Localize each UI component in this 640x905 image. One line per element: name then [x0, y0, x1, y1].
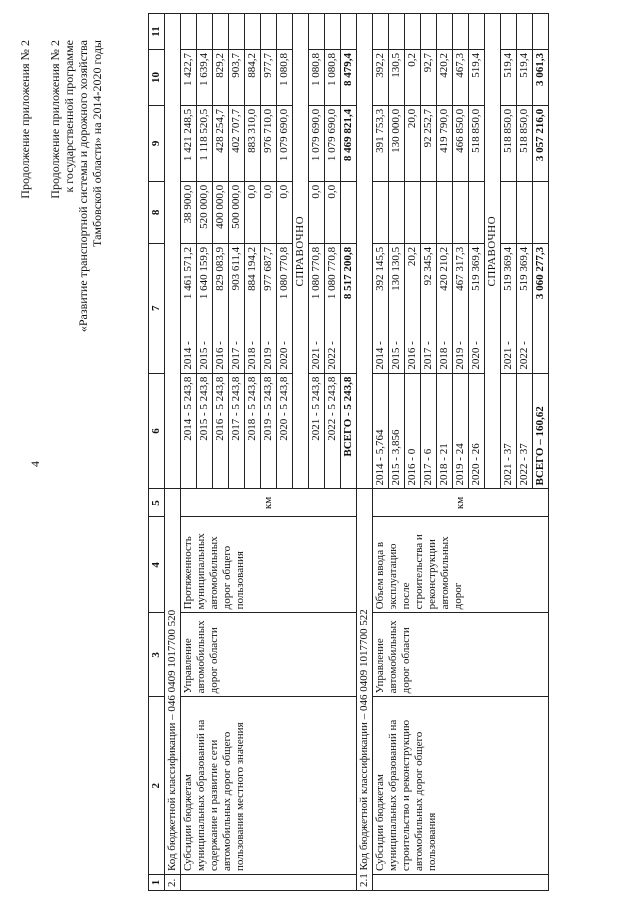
section-2-unit: км [373, 489, 549, 517]
s2-c9: 518 850,0 [469, 105, 485, 181]
s1-c7 [213, 243, 229, 373]
s2-ref-c7 [501, 243, 517, 373]
section-1-code: Код бюджетной классификации – 046 0409 1017700 520 [165, 489, 181, 875]
s1-c9: 883 310,0 [245, 105, 261, 181]
s2-c7-value: 467 317,3 [454, 246, 466, 291]
s2-c9: 20,0 [405, 105, 421, 181]
s2-c7-year: 2016 - [406, 341, 418, 370]
s1-c10: 977,7 [261, 49, 277, 105]
s1-c7-year: 2020 - [278, 341, 290, 370]
s2-c10: 392,2 [373, 49, 389, 105]
s1-c8: 520 000,0 [197, 181, 213, 243]
col-num-11: 11 [149, 14, 165, 50]
s1-ref-c7-year: 2022 - [326, 341, 338, 370]
s2-total-c6: ВСЕГО – 160,62 [533, 373, 549, 489]
s2-c8 [421, 181, 437, 243]
s2-c7-year: 2015 - [390, 341, 402, 370]
s2-c7-value: 420 210,2 [438, 246, 450, 291]
s1-c8: 38 900,0 [181, 181, 197, 243]
section-2-code-cell [357, 489, 373, 891]
s1-ref-c7 [325, 243, 341, 373]
s1-c7 [277, 243, 293, 373]
page-number: 4 [28, 461, 42, 467]
col-num-5: 5 [149, 489, 165, 517]
s2-c7-year: 2018 - [438, 341, 450, 370]
s2-c7-year: 2020 - [470, 341, 482, 370]
s1-c7-value: 903 611,4 [230, 246, 242, 291]
s1-c10: 1 080,8 [277, 49, 293, 105]
s1-c10: 884,2 [245, 49, 261, 105]
section-1-indicator: Протяженность муниципальных автомобильных дорог общего пользования [181, 517, 357, 613]
s2-c7-value: 20,2 [406, 246, 418, 267]
s1-c7 [181, 243, 197, 373]
s2-c7 [469, 243, 485, 373]
s2-c10: 420,2 [437, 49, 453, 105]
s1-c7 [229, 243, 245, 373]
s1-ref-c6: 2022 - 5 243,8 [325, 373, 341, 489]
s2-c7-year: 2017 - [422, 341, 434, 370]
s1-c7-year: 2014 - [182, 341, 194, 370]
s2-ref-c6: 2022 - 37 [517, 373, 533, 489]
s1-c7 [245, 243, 261, 373]
s1-c8: 400 000,0 [213, 181, 229, 243]
section-1-executor: Управление автомобильных дорог области [181, 613, 357, 697]
s1-c7-year: 2016 - [214, 341, 226, 370]
s1-c7-year: 2018 - [246, 341, 258, 370]
s2-total-c8 [533, 181, 549, 243]
s1-ref-c9: 1 079 690,0 [309, 105, 325, 181]
s2-c9: 92 252,7 [421, 105, 437, 181]
s1-c6: 2017 - 5 243,8 [229, 373, 245, 489]
s2-ref-c8 [517, 181, 533, 243]
s2-ref-c7 [517, 243, 533, 373]
s1-c7-value: 977 687,7 [262, 246, 274, 291]
s1-c6: 2014 - 5 243,8 [181, 373, 197, 489]
s2-ref-c10: 519,4 [517, 49, 533, 105]
section-2-code-row [357, 14, 373, 891]
col-num-8: 8 [149, 181, 165, 243]
s1-c8: 500 000,0 [229, 181, 245, 243]
s2-c7-value: 92 345,4 [422, 246, 434, 286]
s2-ref-c10: 519,4 [501, 49, 517, 105]
s1-c10: 1 422,7 [181, 49, 197, 105]
s2-c8 [389, 181, 405, 243]
s2-ref-c9: 518 850,0 [517, 105, 533, 181]
s1-c7-year: 2015 - [198, 341, 210, 370]
s2-c8 [373, 181, 389, 243]
s1-c8: 0,0 [245, 181, 261, 243]
s1-total-c7: 8 517 200,8 [341, 243, 357, 373]
section-1-name: Субсидии бюджетам муниципальных образований на содержание и развитие сети автомобильных дорог общего пользования местного значения [181, 697, 357, 875]
col-num-1: 1 [149, 875, 165, 891]
s2-c6: 2020 - 26 [469, 373, 485, 489]
s1-c7-year: 2017 - [230, 341, 242, 370]
s1-ref-c10: 1 080,8 [325, 49, 341, 105]
s2-c7-year: 2014 - [374, 341, 386, 370]
section-1-unit: км [181, 489, 357, 517]
section-2-name: Субсидии бюджетам муниципальных образований на строительство и реконструкцию автомобильных дорог общего пользования [373, 697, 549, 875]
header-line-2: к государственной программе [62, 40, 76, 193]
section-1-number: 2. [165, 875, 181, 891]
col-num-3: 3 [149, 613, 165, 697]
s1-c8: 0,0 [277, 181, 293, 243]
s2-ref-c7-year: 2021 - [502, 341, 514, 370]
s1-c9: 402 707,7 [229, 105, 245, 181]
s1-c8: 0,0 [261, 181, 277, 243]
s1-c6: 2019 - 5 243,8 [261, 373, 277, 489]
appendix-header [48, 40, 104, 332]
s1-ref-c7-value: 1 080 770,8 [310, 246, 322, 300]
s2-c7 [373, 243, 389, 373]
s1-ref-c9: 1 079 690,0 [325, 105, 341, 181]
s2-c10: 0,2 [405, 49, 421, 105]
s1-c9: 1 079 690,0 [277, 105, 293, 181]
s2-c7 [405, 243, 421, 373]
s1-c6: 2015 - 5 243,8 [197, 373, 213, 489]
program-table [148, 13, 549, 891]
s1-ref-c10: 1 080,8 [309, 49, 325, 105]
s2-c6: 2018 - 21 [437, 373, 453, 489]
section-2-reference-label: СПРАВОЧНО [485, 14, 501, 489]
s2-c9: 130 000,0 [389, 105, 405, 181]
s2-ref-c6: 2021 - 37 [501, 373, 517, 489]
col-num-2: 2 [149, 697, 165, 875]
col-num-10: 10 [149, 49, 165, 105]
s2-total-c10: 3 061,3 [533, 49, 549, 105]
s2-c6: 2014 - 5,764 [373, 373, 389, 489]
s2-c9: 466 850,0 [453, 105, 469, 181]
col-num-7: 7 [149, 243, 165, 373]
s2-c6: 2019 - 24 [453, 373, 469, 489]
s1-c7-value: 884 194,2 [246, 246, 258, 291]
s2-c10: 92,7 [421, 49, 437, 105]
s1-c7-value: 829 083,9 [214, 246, 226, 291]
s1-c6: 2020 - 5 243,8 [277, 373, 293, 489]
s1-total-c10: 8 479,4 [341, 49, 357, 105]
s1-total-c9: 8 469 821,4 [341, 105, 357, 181]
col-num-4: 4 [149, 517, 165, 613]
s2-ref-c7-value: 519 369,4 [518, 246, 530, 291]
s2-c6: 2017 - 6 [421, 373, 437, 489]
s2-c10: 130,5 [389, 49, 405, 105]
s2-total-c9: 3 057 216,0 [533, 105, 549, 181]
section-2-code: Код бюджетной классификации – 046 0409 1017700 522 [358, 609, 370, 871]
s2-c7 [421, 243, 437, 373]
header-line-4: Тамбовской области» на 2014-2020 годы [90, 40, 104, 247]
s1-c7 [261, 243, 277, 373]
s1-c10: 903,7 [229, 49, 245, 105]
s2-c7 [389, 243, 405, 373]
s1-c9: 428 254,7 [213, 105, 229, 181]
s2-ref-c7-value: 519 369,4 [502, 246, 514, 291]
s2-total-c7: 3 060 277,3 [533, 243, 549, 373]
s1-ref-c7-value: 1 080 770,8 [326, 246, 338, 300]
section-1-code-row [165, 14, 181, 891]
s2-c7 [437, 243, 453, 373]
s2-c8 [405, 181, 421, 243]
section-2-number: 2.1 [358, 873, 370, 887]
s2-ref-c9: 518 850,0 [501, 105, 517, 181]
s2-c7-value: 519 369,4 [470, 246, 482, 291]
column-number-row [149, 14, 165, 891]
s1-c10: 829,2 [213, 49, 229, 105]
s2-ref-c7-year: 2022 - [518, 341, 530, 370]
s2-c6: 2015 - 3,856 [389, 373, 405, 489]
s2-c7-value: 130 130,5 [390, 246, 402, 291]
header-line-1: Продолжение приложения № 2 [48, 40, 62, 199]
s1-ref-c7 [309, 243, 325, 373]
s2-c6: 2016 - 0 [405, 373, 421, 489]
s2-c9: 419 790,0 [437, 105, 453, 181]
s2-c9: 391 753,3 [373, 105, 389, 181]
s1-c7 [197, 243, 213, 373]
s1-c9: 1 118 520,5 [197, 105, 213, 181]
s2-c8 [469, 181, 485, 243]
s1-c7-value: 1 640 159,9 [198, 246, 210, 300]
s2-c7 [453, 243, 469, 373]
s1-c6: 2016 - 5 243,8 [213, 373, 229, 489]
s1-c9: 1 421 248,5 [181, 105, 197, 181]
section-2-indicator: Объем ввода в эксплуатацию после строительства и реконструкции автомобильных дорог [373, 517, 549, 613]
s1-ref-c7-year: 2021 - [310, 341, 322, 370]
s1-c7-value: 1 461 571,2 [182, 246, 194, 300]
s2-c7-year: 2019 - [454, 341, 466, 370]
s1-ref-c8: 0,0 [325, 181, 341, 243]
s2-c8 [453, 181, 469, 243]
header-line-3: «Развитие транспортной системы и дорожного хозяйства [76, 40, 90, 333]
s1-total-c6: ВСЕГО - 5 243,8 [341, 373, 357, 489]
s1-c6: 2018 - 5 243,8 [245, 373, 261, 489]
continuation-note [18, 40, 32, 199]
s2-ref-c8 [501, 181, 517, 243]
continuation-text: Продолжение приложения № 2 [18, 40, 32, 199]
section-2-executor: Управление автомобильных дорог области [373, 613, 549, 697]
s1-total-c8 [341, 181, 357, 243]
s2-c10: 467,3 [453, 49, 469, 105]
s2-c10: 519,4 [469, 49, 485, 105]
s2-c7-value: 392 145,5 [374, 246, 386, 291]
col-num-9: 9 [149, 105, 165, 181]
section-1-reference-label: СПРАВОЧНО [293, 14, 309, 489]
s1-c9: 976 710,0 [261, 105, 277, 181]
s2-c8 [437, 181, 453, 243]
s1-c10: 1 639,4 [197, 49, 213, 105]
s1-c7-year: 2019 - [262, 341, 274, 370]
section-2-row [373, 14, 389, 891]
section-1-row [181, 14, 197, 891]
col-num-6: 6 [149, 373, 165, 489]
s1-ref-c8: 0,0 [309, 181, 325, 243]
s1-ref-c6: 2021 - 5 243,8 [309, 373, 325, 489]
s1-c7-value: 1 080 770,8 [278, 246, 290, 300]
